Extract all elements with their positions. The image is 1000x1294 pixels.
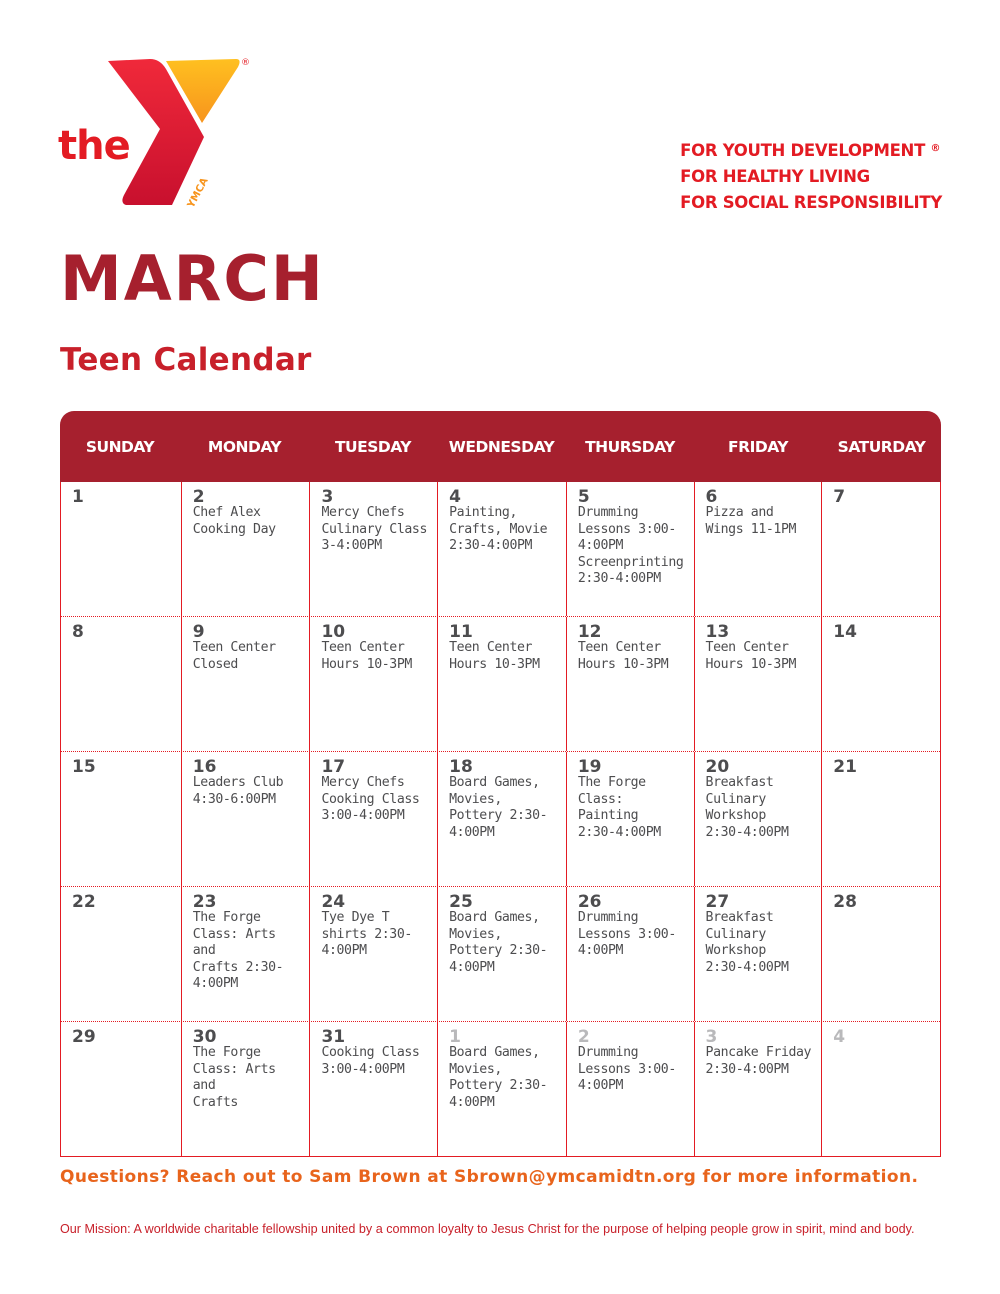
calendar-week — [61, 751, 940, 886]
day-event: Pizza and Wings 11-1PM — [705, 505, 797, 537]
calendar-day-cell — [437, 752, 566, 886]
calendar-day-cell — [437, 617, 566, 751]
calendar-day-cell — [61, 887, 181, 1021]
calendar-day-cell — [821, 887, 940, 1021]
calendar-day-cell — [61, 482, 181, 616]
day-event: Teen Center Hours 10-3PM — [321, 640, 412, 672]
day-event: The Forge Class: Painting 2:30-4:00PM — [577, 775, 661, 840]
day-number: 10 — [321, 622, 346, 642]
calendar-day-cell — [694, 887, 822, 1021]
day-number: 5 — [577, 487, 590, 507]
calendar-day-cell — [694, 617, 822, 751]
calendar-week — [61, 886, 940, 1021]
calendar-day-cell — [309, 617, 437, 751]
logo-ymca-text: YMCA — [185, 176, 211, 210]
day-number: 21 — [833, 757, 857, 777]
calendar-header — [60, 411, 941, 482]
calendar-day-cell — [181, 482, 310, 616]
day-event: The Forge Class: Arts and Crafts — [192, 1045, 276, 1110]
day-event: Board Games, Movies, Pottery 2:30- 4:00PM — [449, 775, 548, 840]
ymca-logo — [58, 55, 258, 215]
tagline-registered-mark: ® — [930, 143, 941, 154]
day-number: 2 — [192, 487, 205, 507]
day-number: 19 — [577, 757, 602, 777]
calendar-week — [61, 616, 940, 751]
day-number: 30 — [192, 1027, 217, 1047]
day-number: 16 — [192, 757, 217, 777]
day-header-wednesday: WEDNESDAY — [448, 437, 555, 456]
day-event: Drumming Lessons 3:00- 4:00PM Screenprinting 2:30-4:00PM — [577, 505, 684, 586]
y-logo-icon — [106, 55, 256, 210]
day-event: Board Games, Movies, Pottery 2:30- 4:00PM — [449, 910, 548, 975]
tagline-youth: FOR YOUTH DEVELOPMENT ® — [680, 141, 941, 160]
day-event: Cooking Class 3:00-4:00PM — [321, 1045, 420, 1077]
day-header-saturday: SATURDAY — [837, 437, 926, 456]
day-event: Painting, Crafts, Movie 2:30-4:00PM — [449, 505, 548, 553]
day-event: Mercy Chefs Cooking Class 3:00-4:00PM — [321, 775, 420, 823]
contact-info: Questions? Reach out to Sam Brown at Sbrown@ymcamidtn.org for more information. — [60, 1167, 919, 1187]
day-number: 3 — [705, 1027, 718, 1047]
calendar-day-cell — [566, 482, 694, 616]
day-number: 11 — [449, 622, 473, 642]
day-number: 7 — [833, 487, 846, 507]
day-number: 24 — [321, 892, 346, 912]
calendar-day-cell — [566, 752, 694, 886]
calendar-day-cell — [437, 1022, 566, 1156]
calendar-day-cell — [181, 617, 310, 751]
day-number: 4 — [449, 487, 461, 507]
day-number: 13 — [705, 622, 730, 642]
tagline-social: FOR SOCIAL RESPONSIBILITY — [680, 193, 942, 212]
day-number: 3 — [321, 487, 334, 507]
calendar-week — [61, 1021, 940, 1156]
day-header-thursday: THURSDAY — [585, 437, 675, 456]
day-event: Breakfast Culinary Workshop 2:30-4:00PM — [705, 775, 789, 840]
calendar-day-cell — [694, 752, 822, 886]
day-number: 6 — [705, 487, 718, 507]
day-number: 1 — [72, 487, 84, 507]
day-number: 29 — [72, 1027, 96, 1047]
day-number: 12 — [577, 622, 602, 642]
calendar-day-cell — [181, 1022, 310, 1156]
calendar-day-cell — [821, 482, 940, 616]
day-event: Board Games, Movies, Pottery 2:30- 4:00PM — [449, 1045, 548, 1110]
day-header-sunday: SUNDAY — [85, 437, 155, 456]
calendar-day-cell — [437, 887, 566, 1021]
day-number: 14 — [833, 622, 857, 642]
day-header-friday: FRIDAY — [728, 437, 788, 456]
calendar-day-cell — [61, 1022, 181, 1156]
calendar-day-cell — [61, 752, 181, 886]
day-event: Leaders Club 4:30-6:00PM — [192, 775, 284, 807]
calendar-day-cell — [437, 482, 566, 616]
calendar-day-cell — [309, 482, 437, 616]
tagline-healthy: FOR HEALTHY LIVING — [680, 167, 870, 186]
day-event: Pancake Friday 2:30-4:00PM — [705, 1045, 812, 1077]
day-number: 27 — [705, 892, 730, 912]
day-number: 15 — [72, 757, 96, 777]
calendar-day-cell — [566, 887, 694, 1021]
day-number: 20 — [705, 757, 730, 777]
calendar-day-cell — [821, 617, 940, 751]
day-number: 17 — [321, 757, 346, 777]
calendar-day-cell — [821, 752, 940, 886]
calendar-day-cell — [309, 887, 437, 1021]
day-number: 31 — [321, 1027, 346, 1047]
calendar-week — [61, 482, 940, 616]
mission-statement: Our Mission: A worldwide charitable fellowship united by a common loyalty to Jesus Christ for the purpose of helping people grow in spirit, mind and body. — [60, 1222, 915, 1236]
day-number: 2 — [577, 1027, 590, 1047]
day-number: 25 — [449, 892, 473, 912]
day-event: Drumming Lessons 3:00- 4:00PM — [577, 1045, 676, 1093]
taglines — [680, 138, 942, 216]
day-event: Teen Center Hours 10-3PM — [705, 640, 797, 672]
day-number: 4 — [833, 1027, 846, 1047]
calendar-day-cell — [309, 1022, 437, 1156]
calendar-day-cell — [694, 1022, 822, 1156]
day-number: 22 — [72, 892, 96, 912]
logo-the-text: the — [58, 123, 130, 169]
page-title: MARCH — [60, 242, 325, 315]
day-event: Teen Center Hours 10-3PM — [449, 640, 540, 672]
day-event: Mercy Chefs Culinary Class 3-4:00PM — [321, 505, 427, 553]
day-number: 8 — [72, 622, 84, 642]
calendar-day-cell — [181, 887, 310, 1021]
day-number: 18 — [449, 757, 473, 777]
day-event: Chef Alex Cooking Day — [192, 505, 276, 537]
page-subtitle: Teen Calendar — [60, 342, 312, 378]
day-event: Breakfast Culinary Workshop 2:30-4:00PM — [705, 910, 789, 975]
day-number: 9 — [192, 622, 205, 642]
calendar-day-cell — [181, 752, 310, 886]
day-event: Tye Dye T shirts 2:30- 4:00PM — [321, 910, 412, 958]
day-number: 28 — [833, 892, 857, 912]
calendar-day-cell — [309, 752, 437, 886]
logo-registered-mark: ® — [241, 58, 250, 68]
day-event: The Forge Class: Arts and Crafts 2:30- 4:00PM — [192, 910, 284, 991]
calendar-body — [60, 482, 941, 1157]
calendar-day-cell — [61, 617, 181, 751]
calendar-day-cell — [566, 617, 694, 751]
day-header-tuesday: TUESDAY — [334, 437, 411, 456]
day-number: 23 — [192, 892, 217, 912]
calendar — [60, 411, 941, 1157]
calendar-day-cell — [566, 1022, 694, 1156]
day-header-monday: MONDAY — [207, 437, 282, 456]
day-event: Drumming Lessons 3:00- 4:00PM — [577, 910, 676, 958]
day-event: Teen Center Hours 10-3PM — [577, 640, 669, 672]
day-number: 26 — [577, 892, 602, 912]
day-event: Teen Center Closed — [192, 640, 276, 672]
day-number: 1 — [449, 1027, 461, 1047]
calendar-day-cell — [694, 482, 822, 616]
calendar-day-cell — [821, 1022, 940, 1156]
